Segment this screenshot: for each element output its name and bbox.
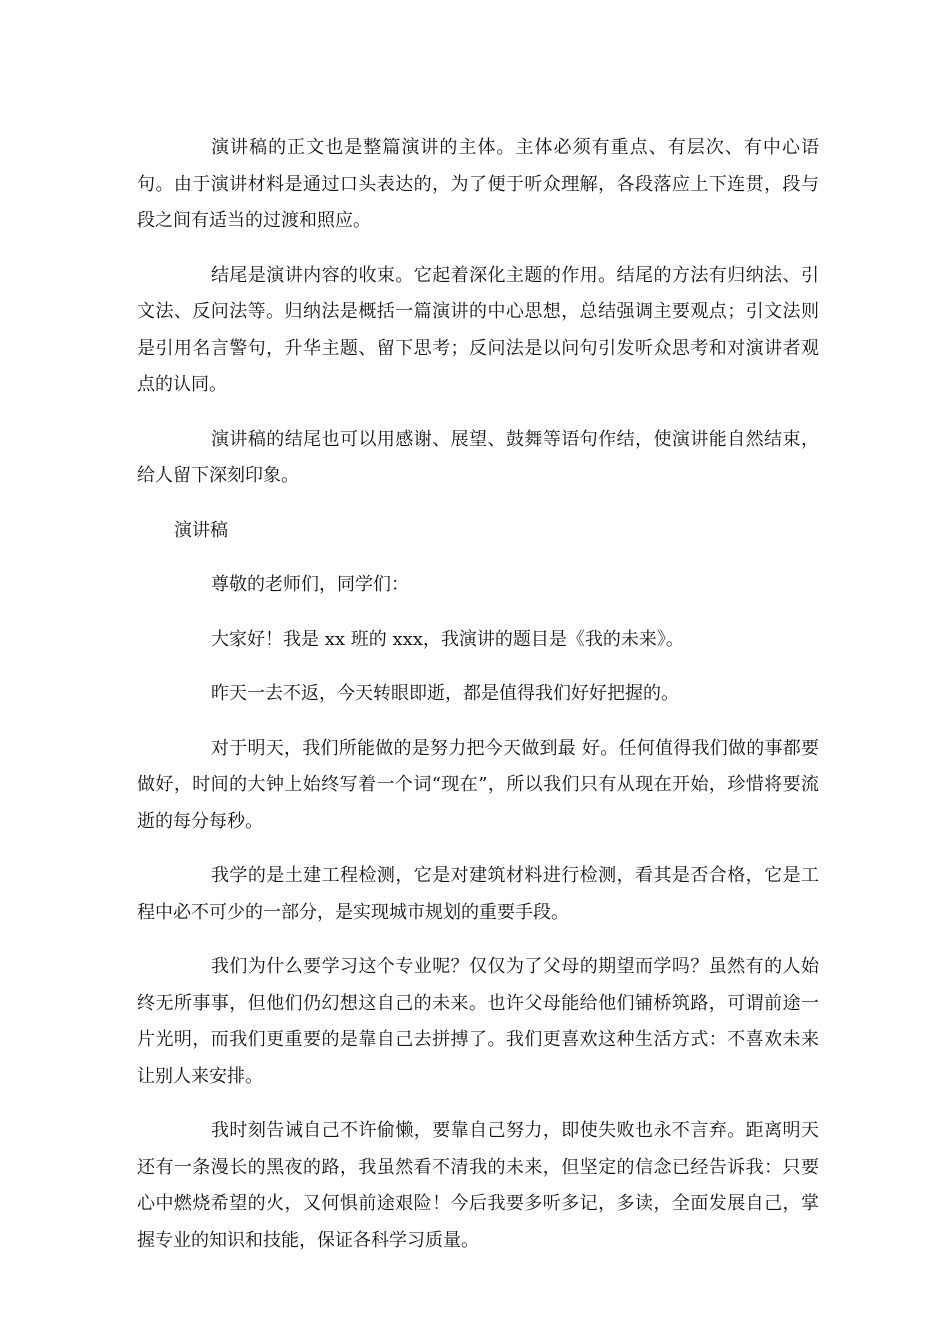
- paragraph-resolve: 我时刻告诫自己不许偷懒，要靠自己努力，即使失败也永不言弃。距离明天还有一条漫长的黑夜的路，我虽然看不清我的未来，但坚定的信念已经告诉我：只要心中燃烧希望的火，又何惧前途艰险！今后我要多听多记，多读，全面发展自己，掌握专业的知识和技能，保证各科学习质量。: [137, 1120, 819, 1251]
- section-heading: 演讲稿: [174, 519, 228, 541]
- paragraph-speech-body: 演讲稿的正文也是整篇演讲的主体。主体必须有重点、有层次、有中心语句。由于演讲材料是通过口头表达的，为了便于听众理解，各段落应上下连贯，段与段之间有适当的过渡和照应。: [137, 137, 819, 231]
- paragraph-tomorrow: 对于明天，我们所能做的是努力把今天做到最 好。任何值得我们做的事都要做好，时间的大钟上始终写着一个词“现在”，所以我们只有从现在开始，珍惜将要流逝的每分每秒。: [137, 737, 819, 832]
- paragraph-intro: 大家好！我是 xx 班的 xxx，我演讲的题目是《我的未来》。: [211, 628, 684, 650]
- paragraph-yesterday: 昨天一去不返，今天转眼即逝，都是值得我们好好把握的。: [211, 683, 679, 704]
- paragraph-greeting: 尊敬的老师们，同学们：: [211, 574, 409, 595]
- document-body: [137, 130, 819, 1277]
- paragraph-speech-ending: 结尾是演讲内容的收束。它起着深化主题的作用。结尾的方法有归纳法、引文法、反问法等。归纳法是概括一篇演讲的中心思想，总结强调主要观点；引文法则是引用名言警句，升华主题、留下思考；反问法是以问句引发听众思考和对演讲者观点的认同。: [137, 264, 819, 395]
- paragraph-ending-methods: 演讲稿的结尾也可以用感谢、展望、鼓舞等语句作结，使演讲能自然结束，给人留下深刻印象。: [137, 428, 819, 486]
- paragraph-why-study: 我们为什么要学习这个专业呢？仅仅为了父母的期望而学吗？虽然有的人始终无所事事，但他们仍幻想这自己的未来。也许父母能给他们铺桥筑路，可谓前途一片光明，而我们更重要的是靠自己去拼搏了。我们更喜欢这种生活方式：不喜欢未来让别人来安排。: [137, 956, 819, 1087]
- paragraph-major: 我学的是土建工程检测，它是对建筑材料进行检测，看其是否合格，它是工程中必不可少的一部分，是实现城市规划的重要手段。: [137, 865, 819, 923]
